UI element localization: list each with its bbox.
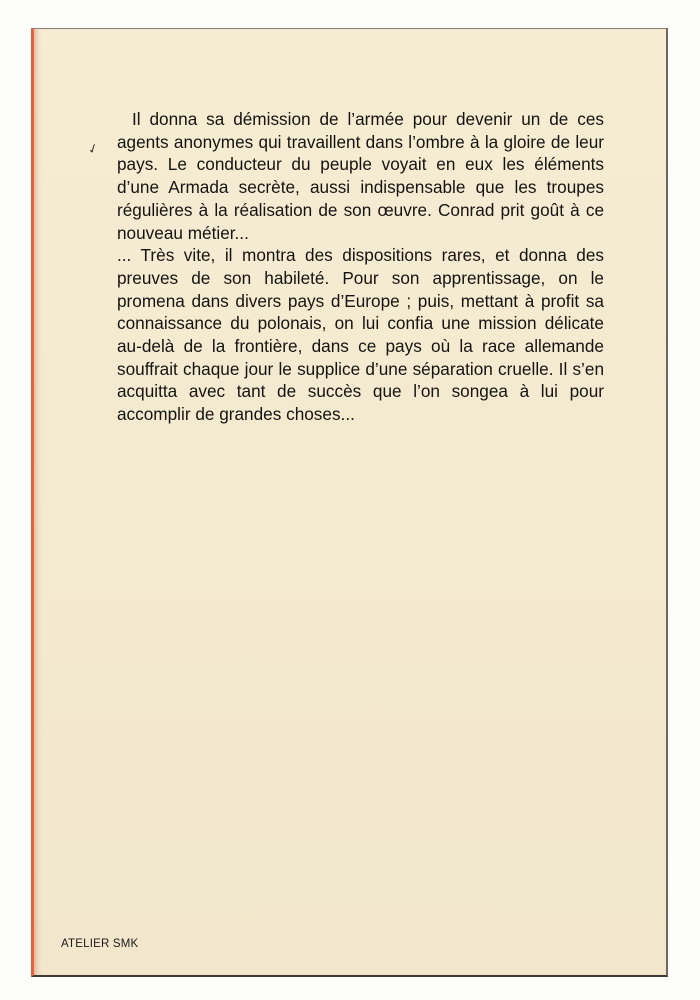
pencil-mark-icon: ✓ <box>85 140 102 159</box>
blurb-paragraph-2: ... Très vite, il montra des dispositions rares, et donna des preuves de son habileté. Pour son apprentissage, on le promena dans divers pays d’Europe ; puis, mettant à profit sa connaissance du polonais, on lui confia une mission délicate au-delà de la frontière, dans ce pays où la race allemande souffrait chaque jour le supplice d’une séparation cruelle. Il s’en acquitta avec tant de succès que l’on songea à lui pour accomplir de grandes choses... <box>117 245 604 425</box>
blurb-paragraph-1: Il donna sa démission de l’armée pour devenir un de ces agents anonymes qui travaillent dans l’ombre à la gloire de leur pays. Le conducteur du peuple voyait en eux les éléments d’une Armada secrète, aussi indispensable que les troupes régulières à la réalisation de son œuvre. Conrad prit goût à ce nouveau métier... <box>117 109 604 243</box>
publisher-imprint: ATELIER SMK <box>61 938 139 950</box>
back-cover-blurb <box>117 108 604 426</box>
